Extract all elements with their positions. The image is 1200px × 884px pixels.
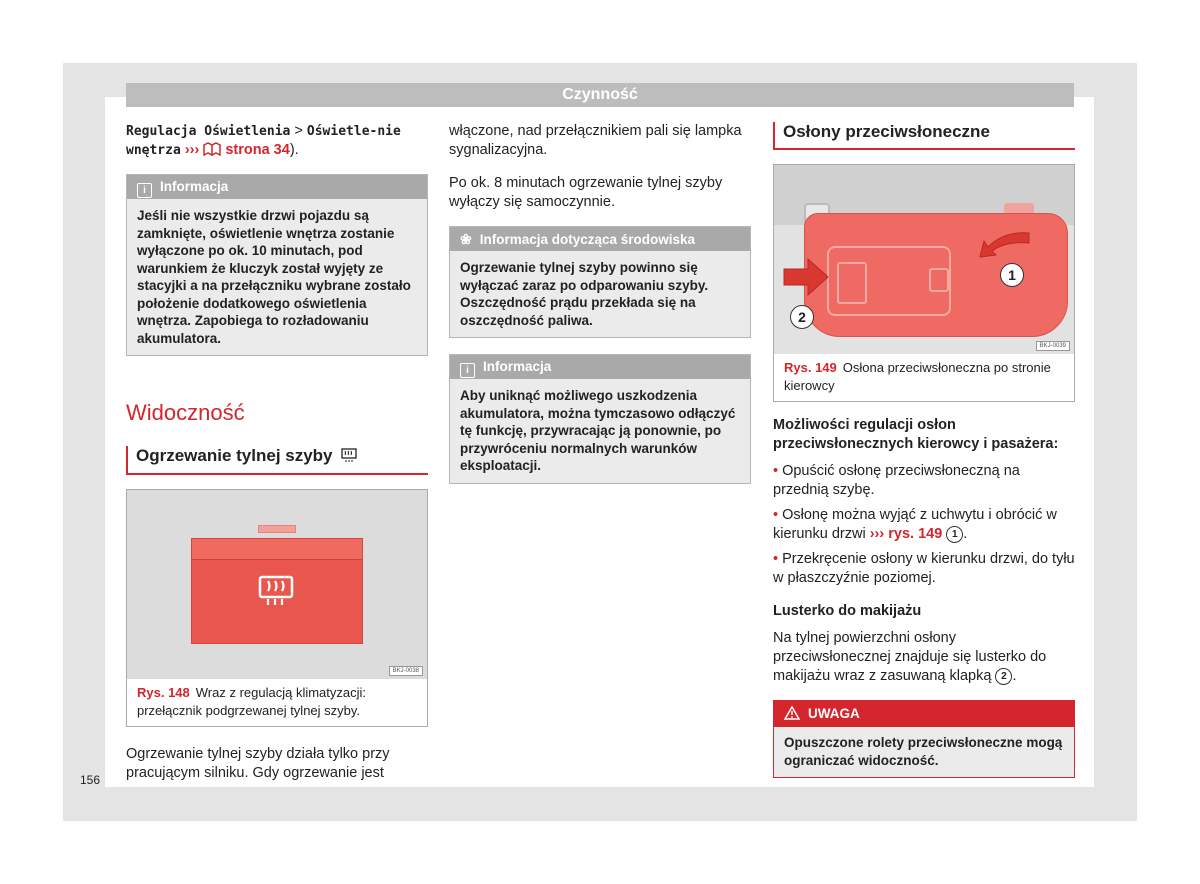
paragraph-1: włączone, nad przełącznikiem pali się lampka sygnalizacyjna. xyxy=(449,123,742,158)
marker-ref-2: 2 xyxy=(995,668,1012,685)
info-box-body: Jeśli nie wszystkie drzwi pojazdu są zamknięte, oświetlenie wnętrza zostanie wyłączone po ok. 10 minutach, pod warunkiem że kluczyk został wyjęty ze stacyjki a na przełączniku wybrane zostało położenie dodatkowego oświetlenia wnętrza. Zapobiega to rozładowaniu akumulatora. xyxy=(137,208,411,346)
mirror-cover xyxy=(827,246,951,316)
figure-148-caption xyxy=(127,679,427,726)
mirror-paragraph-text: Na tylnej powierzchni osłony przeciwsłonecznej znajduje się lusterko do makijażu wraz z zasuwaną klapką xyxy=(773,630,1047,684)
bullet-text: Osłonę można wyjąć z uchwytu i obrócić w kierunku drzwi xyxy=(773,507,1057,542)
bullet-dot: • xyxy=(773,463,779,479)
warning-box xyxy=(773,700,1075,778)
info-icon: i xyxy=(137,183,152,198)
bullet-dot: • xyxy=(773,507,779,523)
figure-code: BKJ-0038 xyxy=(389,666,423,676)
figure-label: Rys. 148 xyxy=(137,685,190,700)
figure-ref-link[interactable]: rys. 149 xyxy=(888,526,943,542)
book-ref-icon xyxy=(203,142,221,156)
figure-149 xyxy=(773,164,1075,402)
environment-info-box xyxy=(449,226,751,338)
defrost-paragraph: Ogrzewanie tylnej szyby działa tylko przy pracującym silniku. Gdy ogrzewanie jest xyxy=(126,746,390,781)
bullet-item: • Osłonę można wyjąć z uchwytu i obrócić w kierunku drzwi ››› rys. 149 1 . xyxy=(773,507,1057,542)
bullet-item xyxy=(773,550,1075,588)
subsection-title xyxy=(126,446,428,475)
environment-box-body: Ogrzewanie tylnej szyby powinno się wyłączać zaraz po odparowaniu szyby. Oszczędność prądu przekłada się na oszczędność paliwa. xyxy=(460,260,709,328)
page-ref-link[interactable]: strona 34 xyxy=(225,142,290,158)
info-box-title: Informacja xyxy=(160,179,229,194)
adjustment-heading: Możliwości regulacji osłon przeciwsłonecznych kierowcy i pasażera: xyxy=(773,417,1059,452)
ref-arrow: ››› xyxy=(180,142,204,158)
info-box-2 xyxy=(449,354,751,484)
subsection-title-sunvisors: Osłony przeciwsłoneczne xyxy=(773,122,1075,150)
menu-separator: > xyxy=(290,123,307,139)
column-1 xyxy=(126,122,428,797)
menu-path-2: Oświetle-nie wnętrza xyxy=(126,124,401,158)
info-box-2-body: Aby uniknąć możliwego uszkodzenia akumulatora, można tymczasowo odłączyć tę funkcję, przywracając ją ponownie, po przywróceniu normalnych warunków eksploatacji. xyxy=(460,388,736,473)
section-title: Widoczność xyxy=(126,400,245,425)
defrost-switch xyxy=(191,538,363,644)
figure-148 xyxy=(126,489,428,727)
flower-icon: ❀ xyxy=(460,231,472,247)
indicator-lamp xyxy=(258,525,296,533)
info-box-2-title: Informacja xyxy=(483,359,552,374)
mirror-heading: Lusterko do makijażu xyxy=(773,603,922,619)
rear-defrost-symbol-icon xyxy=(258,575,294,612)
figure-code: BKJ-0039 xyxy=(1036,341,1070,351)
paragraph-2: Po ok. 8 minutach ogrzewanie tylnej szyby wyłączy się samoczynnie. xyxy=(449,175,723,210)
warning-body: Opuszczone rolety przeciwsłoneczne mogą ograniczać widoczność. xyxy=(784,735,1063,768)
page-frame-left xyxy=(63,63,105,821)
column-3 xyxy=(773,122,1075,778)
figure-149-image xyxy=(774,165,1074,354)
info-box-2-header xyxy=(450,355,750,379)
column-2 xyxy=(449,122,751,498)
figure-149-caption xyxy=(774,354,1074,401)
intro-paragraph xyxy=(126,122,428,160)
mirror-paragraph: Na tylnej powierzchni osłony przeciwsłonecznej znajduje się lusterko do makijażu wraz z zasuwaną klapką 2 . xyxy=(773,630,1047,684)
intro-end: ). xyxy=(289,142,299,158)
menu-path-1: Regulacja Oświetlenia xyxy=(126,124,291,139)
marker-1: 1 xyxy=(1000,263,1024,287)
warning-header xyxy=(774,701,1074,727)
bullet-text: Przekręcenie osłony w kierunku drzwi, do tyłu w płaszczyźnie poziomej. xyxy=(773,551,1075,586)
figure-148-image xyxy=(127,490,427,679)
page-frame-right xyxy=(1094,63,1137,821)
rear-defrost-icon xyxy=(341,447,357,467)
bullet-item xyxy=(773,462,1075,500)
arrow-push-icon xyxy=(782,257,830,302)
environment-box-title: Informacja dotycząca środowiska xyxy=(479,232,696,247)
marker-ref-1: 1 xyxy=(946,526,963,543)
environment-box-header xyxy=(450,227,750,251)
marker-2: 2 xyxy=(790,305,814,329)
warning-triangle-icon xyxy=(784,703,800,729)
page-number: 156 xyxy=(80,773,101,787)
arrow-rotate-icon xyxy=(974,227,1034,264)
info-box xyxy=(126,174,428,356)
subsection-title-text: Ogrzewanie tylnej szyby xyxy=(136,446,333,465)
info-icon: i xyxy=(460,363,475,378)
info-box-header xyxy=(127,175,427,199)
bullet-text: Opuścić osłonę przeciwsłoneczną na przednią szybę. xyxy=(773,463,1020,498)
bullet-dot: • xyxy=(773,551,779,567)
figure-label: Rys. 149 xyxy=(784,360,837,375)
warning-title: UWAGA xyxy=(808,706,860,721)
chapter-header: Czynność xyxy=(126,83,1074,107)
figure-caption-text: Wraz z regulacją klimatyzacji: przełącznik podgrzewanej tylnej szyby. xyxy=(137,685,367,718)
figure-caption-text: Osłona przeciwsłoneczna po stronie kierowcy xyxy=(784,360,1051,393)
ref-arrow: ››› xyxy=(869,526,885,542)
